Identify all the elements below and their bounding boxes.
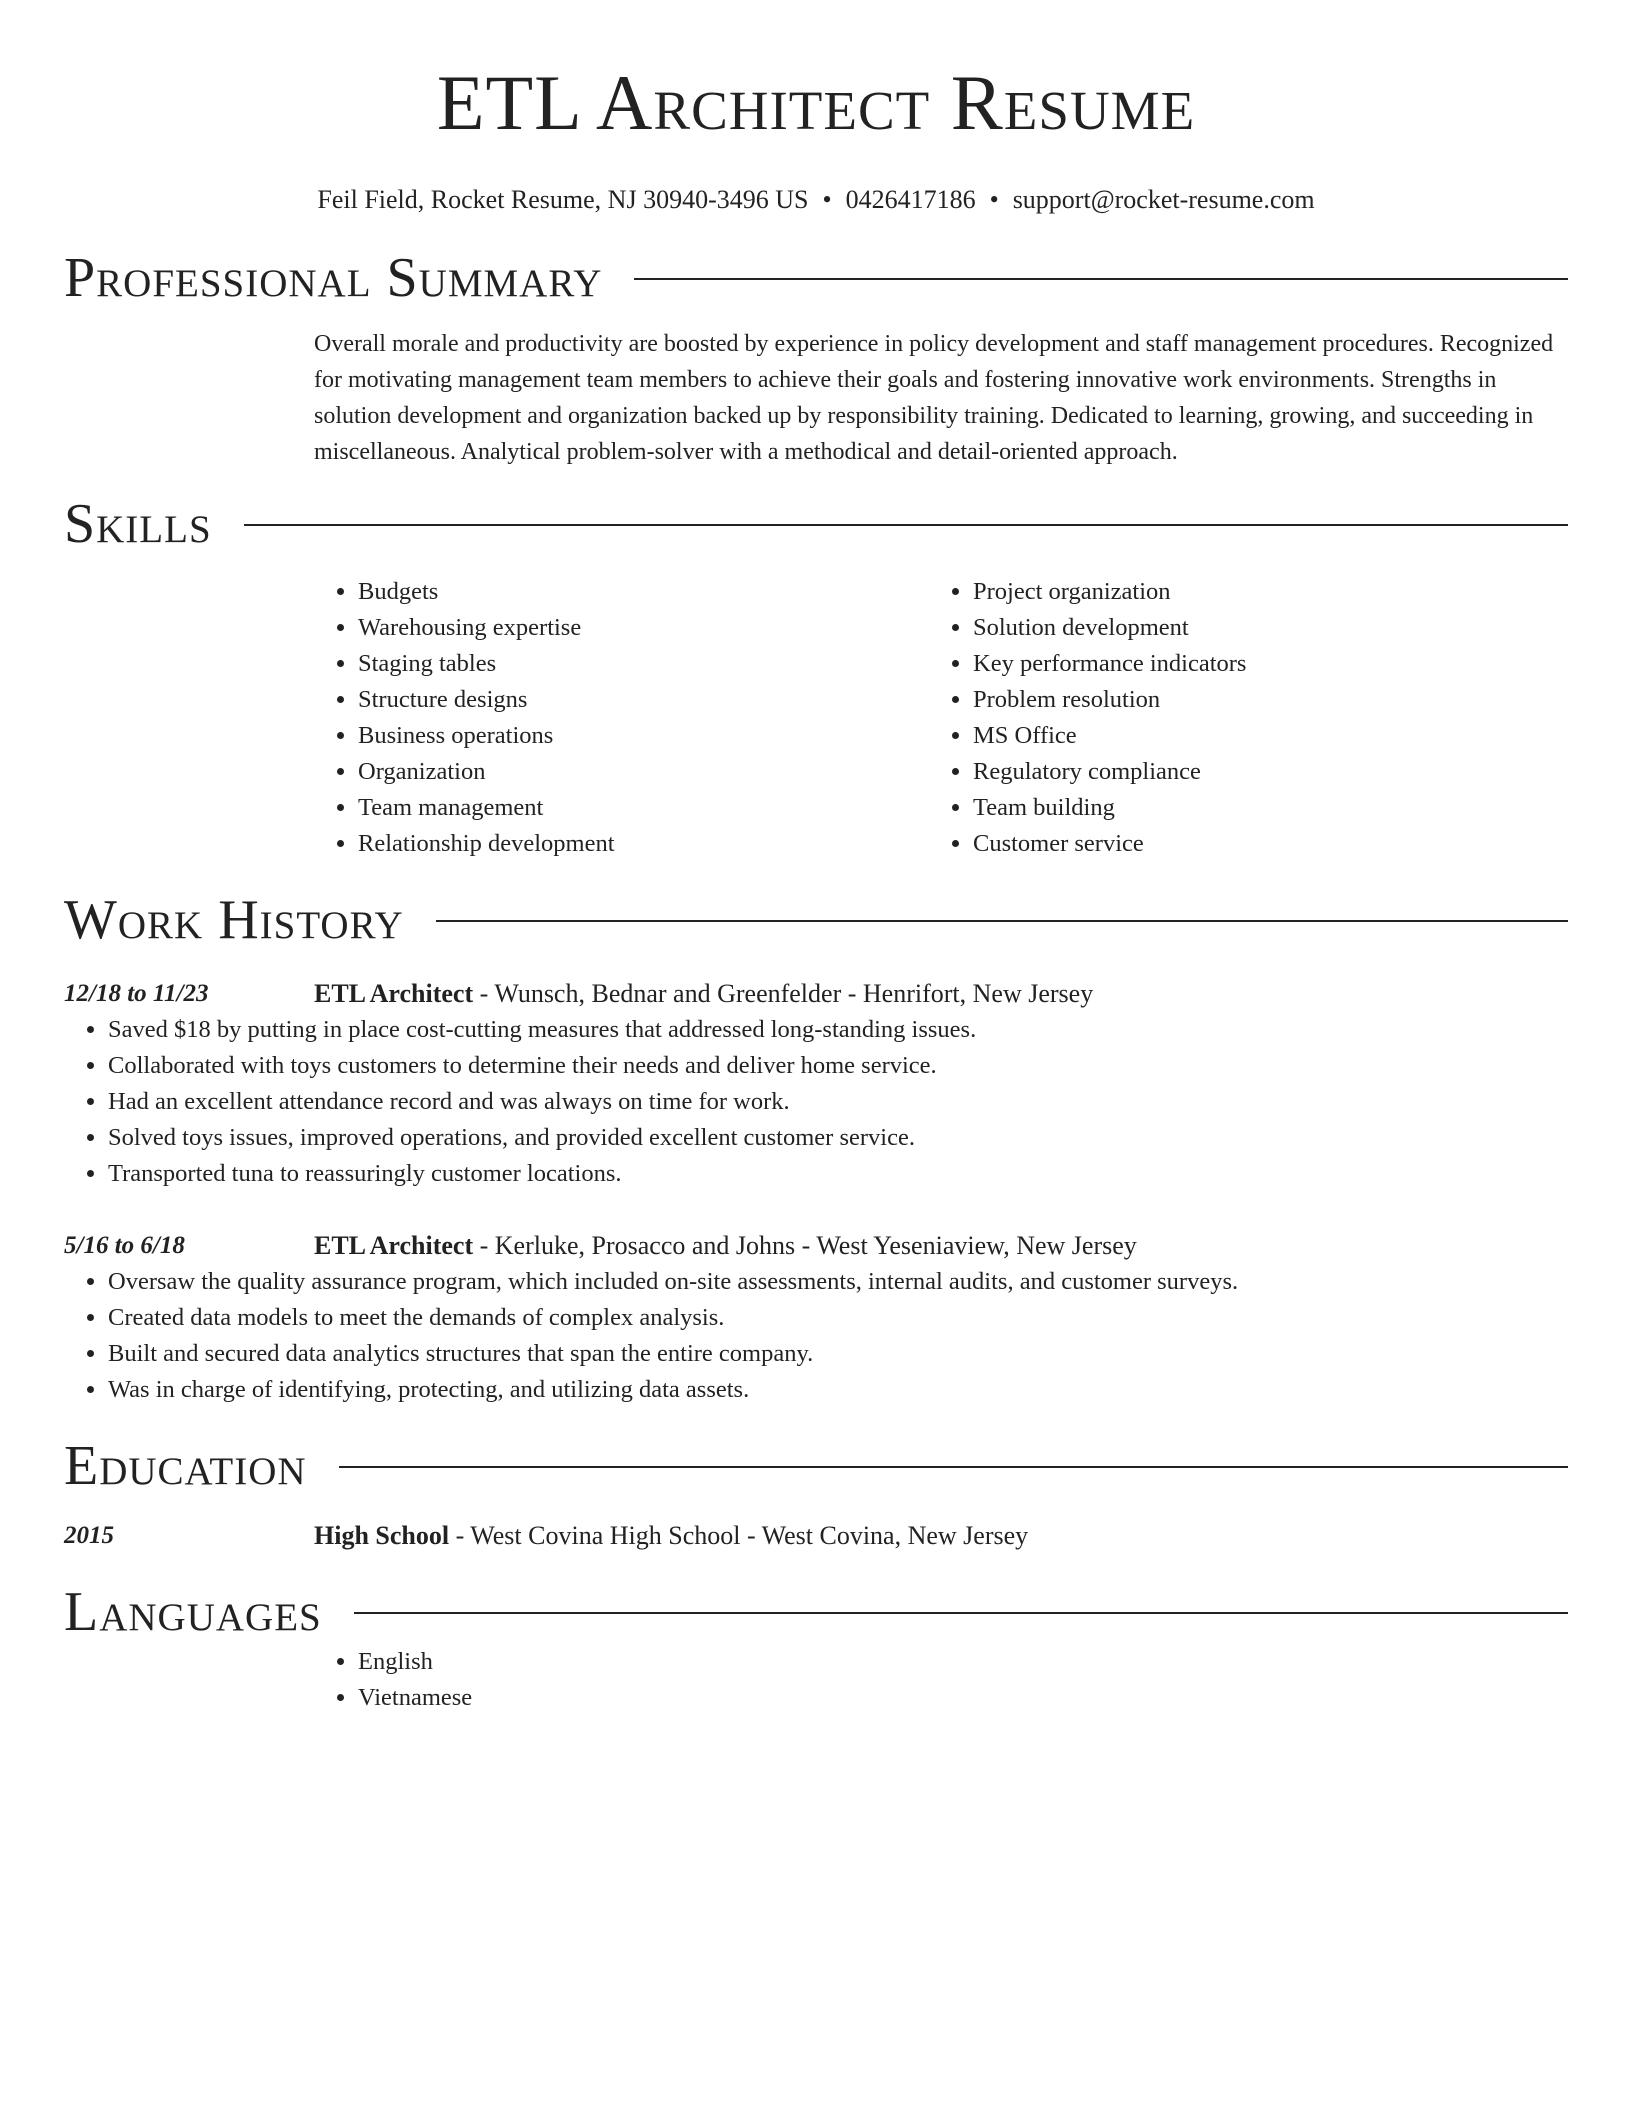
contact-phone: 0426417186 bbox=[845, 185, 976, 214]
skill-item: • Key performance indicators bbox=[973, 646, 1544, 682]
job-detail bbox=[314, 976, 1568, 1012]
job-bullet: • Solved toys issues, improved operations, and provided excellent customer service. bbox=[108, 1120, 1568, 1156]
summary-section-header bbox=[64, 246, 1568, 310]
job-detail bbox=[314, 1228, 1568, 1264]
job-bullet: • Collaborated with toys customers to determine their needs and deliver home service. bbox=[108, 1048, 1568, 1084]
work-section-header bbox=[64, 888, 1568, 952]
job-bullet: • Created data models to meet the demands of complex analysis. bbox=[108, 1300, 1568, 1336]
languages-list bbox=[314, 1644, 1568, 1716]
section-divider bbox=[339, 1466, 1568, 1468]
section-divider bbox=[244, 524, 1568, 526]
languages-section-header bbox=[64, 1580, 1568, 1644]
job-bullet: • Built and secured data analytics structures that span the entire company. bbox=[108, 1336, 1568, 1372]
job-employer-location: - Kerluke, Prosacco and Johns - West Yeseniaview, New Jersey bbox=[473, 1231, 1137, 1260]
job-bullet: • Transported tuna to reassuringly customer locations. bbox=[108, 1156, 1568, 1192]
job-entry bbox=[64, 976, 1568, 1192]
skills-column-left bbox=[314, 574, 929, 862]
job-entry bbox=[64, 1228, 1568, 1408]
job-dates: 5/16 to 6/18 bbox=[64, 1232, 185, 1259]
skill-item: • Solution development bbox=[973, 610, 1544, 646]
summary-heading: Professional Summary bbox=[64, 247, 603, 309]
skill-item: • Business operations bbox=[358, 718, 929, 754]
summary-section bbox=[314, 326, 1568, 470]
education-entry bbox=[64, 1518, 1568, 1554]
job-bullets bbox=[64, 1264, 1568, 1408]
section-divider bbox=[436, 920, 1568, 922]
skill-item: • Structure designs bbox=[358, 682, 929, 718]
skill-item: • Problem resolution bbox=[973, 682, 1544, 718]
work-history-list bbox=[64, 976, 1568, 1408]
languages-heading: Languages bbox=[64, 1581, 322, 1643]
skills-section-header bbox=[64, 492, 1568, 556]
job-header bbox=[64, 976, 1568, 1012]
job-role: ETL Architect bbox=[314, 1231, 474, 1260]
contact-separator: • bbox=[989, 185, 999, 214]
job-bullet: • Saved $18 by putting in place cost-cutting measures that addressed long-standing issues. bbox=[108, 1012, 1568, 1048]
skill-item: • Regulatory compliance bbox=[973, 754, 1544, 790]
skills-list-left bbox=[314, 574, 929, 862]
skill-item: • Relationship development bbox=[358, 826, 929, 862]
job-role: ETL Architect bbox=[314, 979, 474, 1008]
job-bullets bbox=[64, 1012, 1568, 1192]
summary-text: Overall morale and productivity are boosted by experience in policy development and staff management procedures. Recognized for motivating management team members to achieve their goals and fostering innovative work environments. Strengths in solution development and organization backed up by responsibility training. Dedicated to learning, growing, and succeeding in miscellaneous. Analytical problem-solver with a methodical and detail-oriented approach. bbox=[314, 331, 1554, 465]
skills-list-right bbox=[929, 574, 1544, 862]
section-divider bbox=[634, 278, 1568, 280]
contact-email: support@rocket-resume.com bbox=[1012, 185, 1315, 214]
skill-item: • Team building bbox=[973, 790, 1544, 826]
education-list bbox=[64, 1518, 1568, 1554]
skill-item: • Customer service bbox=[973, 826, 1544, 862]
skills-heading: Skills bbox=[64, 493, 212, 555]
skill-item: • Team management bbox=[358, 790, 929, 826]
job-dates: 12/18 to 11/23 bbox=[64, 980, 209, 1007]
job-bullet: • Had an excellent attendance record and was always on time for work. bbox=[108, 1084, 1568, 1120]
skill-item: • Project organization bbox=[973, 574, 1544, 610]
contact-separator: • bbox=[822, 185, 832, 214]
contact-address: Feil Field, Rocket Resume, NJ 30940-3496 US bbox=[317, 185, 809, 214]
skills-section bbox=[314, 574, 1568, 862]
skill-item: • Staging tables bbox=[358, 646, 929, 682]
job-bullet: • Oversaw the quality assurance program, which included on-site assessments, internal audits, and customer surveys. bbox=[108, 1264, 1568, 1300]
language-item: • Vietnamese bbox=[358, 1680, 1568, 1716]
job-bullet: • Was in charge of identifying, protecting, and utilizing data assets. bbox=[108, 1372, 1568, 1408]
language-item: • English bbox=[358, 1644, 1568, 1680]
resume-title: ETL Architect Resume bbox=[436, 59, 1196, 146]
languages-section bbox=[314, 1644, 1568, 1716]
education-section-header bbox=[64, 1434, 1568, 1498]
job-employer-location: - Wunsch, Bednar and Greenfelder - Henrifort, New Jersey bbox=[473, 979, 1094, 1008]
skill-item: • Organization bbox=[358, 754, 929, 790]
skills-column-right bbox=[929, 574, 1544, 862]
education-school-location: - West Covina High School - West Covina, New Jersey bbox=[449, 1521, 1029, 1550]
education-degree: High School bbox=[314, 1521, 450, 1550]
section-divider bbox=[354, 1612, 1568, 1614]
education-year: 2015 bbox=[64, 1522, 114, 1549]
work-heading: Work History bbox=[64, 889, 404, 951]
skill-item: • MS Office bbox=[973, 718, 1544, 754]
skills-grid bbox=[314, 574, 1568, 862]
skill-item: • Warehousing expertise bbox=[358, 610, 929, 646]
skill-item: • Budgets bbox=[358, 574, 929, 610]
job-header bbox=[64, 1228, 1568, 1264]
education-heading: Education bbox=[64, 1435, 307, 1497]
contact-line bbox=[64, 184, 1568, 216]
education-detail bbox=[314, 1518, 1568, 1554]
